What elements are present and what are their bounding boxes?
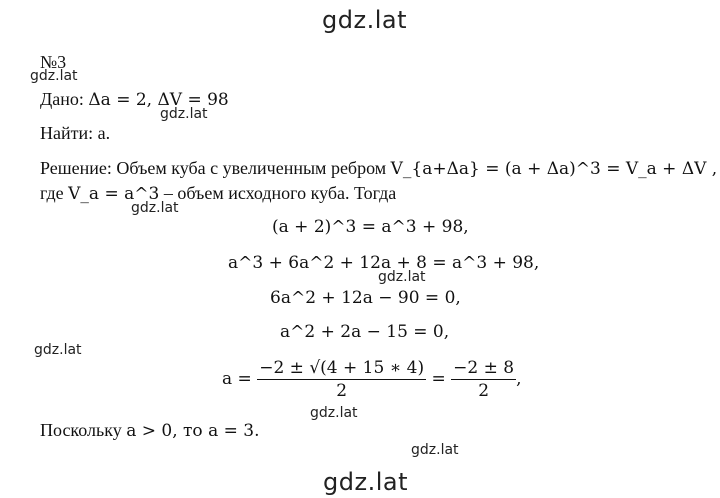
watermark-bottom: gdz.lat (323, 468, 408, 496)
conclusion-text: Поскольку (40, 420, 122, 440)
conclusion-expression: a > 0, то a = 3. (126, 421, 260, 441)
eq5-fraction-2-denominator: 2 (478, 381, 490, 401)
equation-5 (222, 357, 522, 402)
equation-1: (a + 2)^3 = a^3 + 98, (272, 217, 469, 237)
solution-intro-text: Решение: Объем куба с увеличенным ребром (40, 158, 387, 178)
equation-4: a^2 + 2a − 15 = 0, (280, 322, 450, 342)
eq5-end: , (516, 369, 522, 389)
where-expression: V_a = a^3 (68, 184, 160, 204)
equation-2: a^3 + 6a^2 + 12a + 8 = a^3 + 98, (228, 253, 540, 273)
eq5-equals: = (431, 369, 446, 389)
find-line: Найти: a. (40, 123, 111, 143)
watermark-mid-1: gdz.lat (160, 106, 208, 122)
eq5-fraction-1-numerator: −2 ± √(4 + 15 ∗ 4) (259, 358, 425, 378)
watermark-mid-3: gdz.lat (378, 269, 426, 285)
equation-3: 6a^2 + 12a − 90 = 0, (270, 288, 461, 308)
watermark-left-1: gdz.lat (30, 68, 78, 84)
watermark-right: gdz.lat (411, 442, 459, 458)
given-label: Дано: (40, 89, 84, 109)
given-line (40, 89, 229, 110)
solution-intro-line (40, 158, 717, 179)
eq5-fraction-2 (451, 357, 516, 402)
where-text: где (40, 183, 64, 203)
conclusion-line (40, 420, 259, 441)
problem-number: №3 (40, 52, 67, 72)
eq5-fraction-1 (257, 357, 426, 402)
eq5-lhs: a = (222, 369, 252, 389)
watermark-left-2: gdz.lat (34, 342, 82, 358)
eq5-fraction-2-numerator: −2 ± 8 (453, 358, 515, 378)
eq5-fraction-1-denominator: 2 (336, 381, 348, 401)
watermark-mid-4: gdz.lat (310, 405, 358, 421)
solution-intro-expression: V_{a+Δa} = (a + Δa)^3 = V_a + ΔV , (390, 159, 718, 179)
watermark-top: gdz.lat (322, 6, 407, 34)
where-rest-text: – объем исходного куба. Тогда (163, 183, 397, 203)
watermark-mid-2: gdz.lat (131, 200, 179, 216)
given-expression: Δa = 2, ΔV = 98 (88, 90, 229, 110)
solution-where-line (40, 183, 396, 204)
